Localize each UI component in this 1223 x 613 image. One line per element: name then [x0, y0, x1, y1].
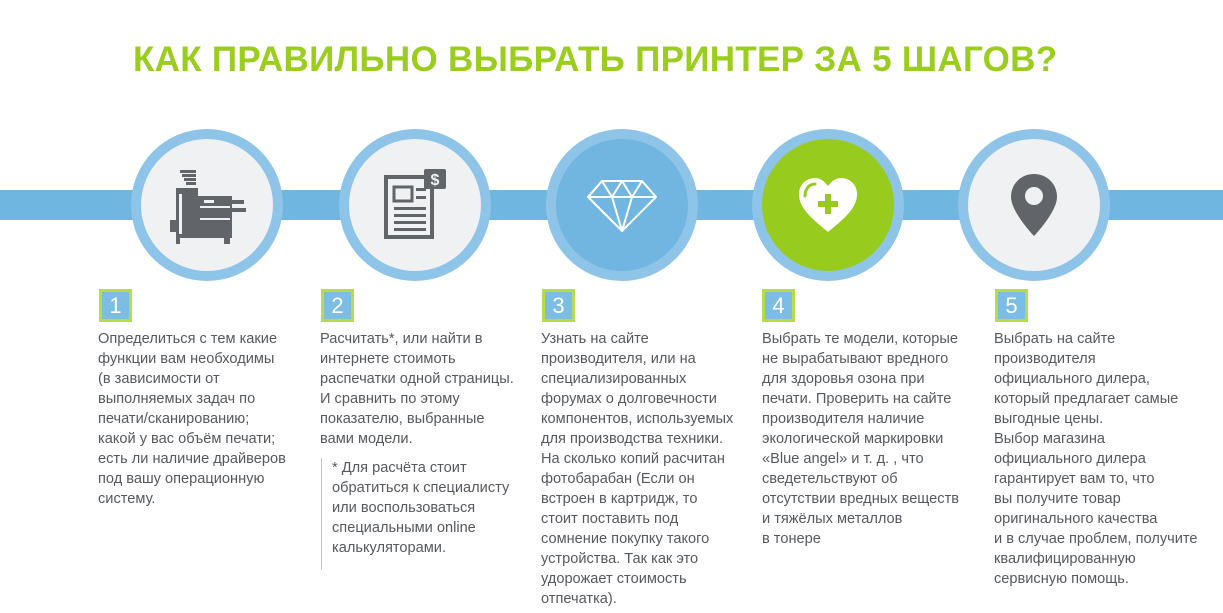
- step-3-description: Узнать на сайте производителя, или на специализированных форумах о долговечности компонентов, используемых для производства техники. На сколько копий расчитан фотобарабан (Если он встроен в картридж, то стоит поставить под сомнение покупку такого устройства. Так как это удорожает стоимость отпечатка).: [541, 331, 734, 607]
- price-document-icon: [380, 167, 450, 243]
- printer-icon: [162, 160, 252, 250]
- step-4-circle: [752, 129, 904, 281]
- step-1-circle: [131, 129, 283, 281]
- step-3-number-badge: 3: [542, 289, 575, 322]
- diamond-icon: [586, 175, 658, 235]
- step-2-footnote-text: * Для расчёта стоит обратиться к специалисту или воспользоваться специальными online калькуляторами.: [332, 460, 510, 556]
- step-3-circle: [546, 129, 698, 281]
- step-5-circle: [958, 129, 1110, 281]
- step-2-description: Расчитать*, или найти в интернете стоимоть распечатки одной страницы. И сравнить по этому показателю, выбранные вами модели.: [320, 331, 514, 447]
- heart-plus-icon: [793, 174, 863, 236]
- step-1-number-badge: 1: [99, 289, 132, 322]
- step-2-number-badge: 2: [321, 289, 354, 322]
- location-pin-icon: [1009, 172, 1059, 238]
- step-4-description: Выбрать те модели, которые не вырабатывают вредного для здоровья озона при печати. Проверить на сайте производителя наличие экологической маркировки «Blue angel» и т. д. , что сведетельствуют об отсутствии вредных веществ и тяжёлых металлов в тонере: [762, 331, 960, 547]
- svg-text:$: $: [430, 172, 440, 189]
- step-2-circle: [339, 129, 491, 281]
- page-title: КАК ПРАВИЛЬНО ВЫБРАТЬ ПРИНТЕР ЗА 5 ШАГОВ?: [133, 40, 1058, 79]
- step-1-description: Определиться с тем какие функции вам необходимы (в зависимости от выполняемых задач по печати/сканированию; какой у вас объём печати; есть ли наличие драйверов под вашу операционную систему.: [98, 331, 286, 507]
- step-2-footnote: [321, 458, 509, 570]
- step-5-description: Выбрать на сайте производителя официального дилера, который предлагает самые выгодные цены. Выбор магазина официального дилера гарантирует вам то, что вы получите товар оригинального качества и в случае проблем, получите квалифицированную сервисную помощь.: [994, 331, 1198, 587]
- step-4-number-badge: 4: [762, 289, 795, 322]
- step-5-number-badge: 5: [995, 289, 1028, 322]
